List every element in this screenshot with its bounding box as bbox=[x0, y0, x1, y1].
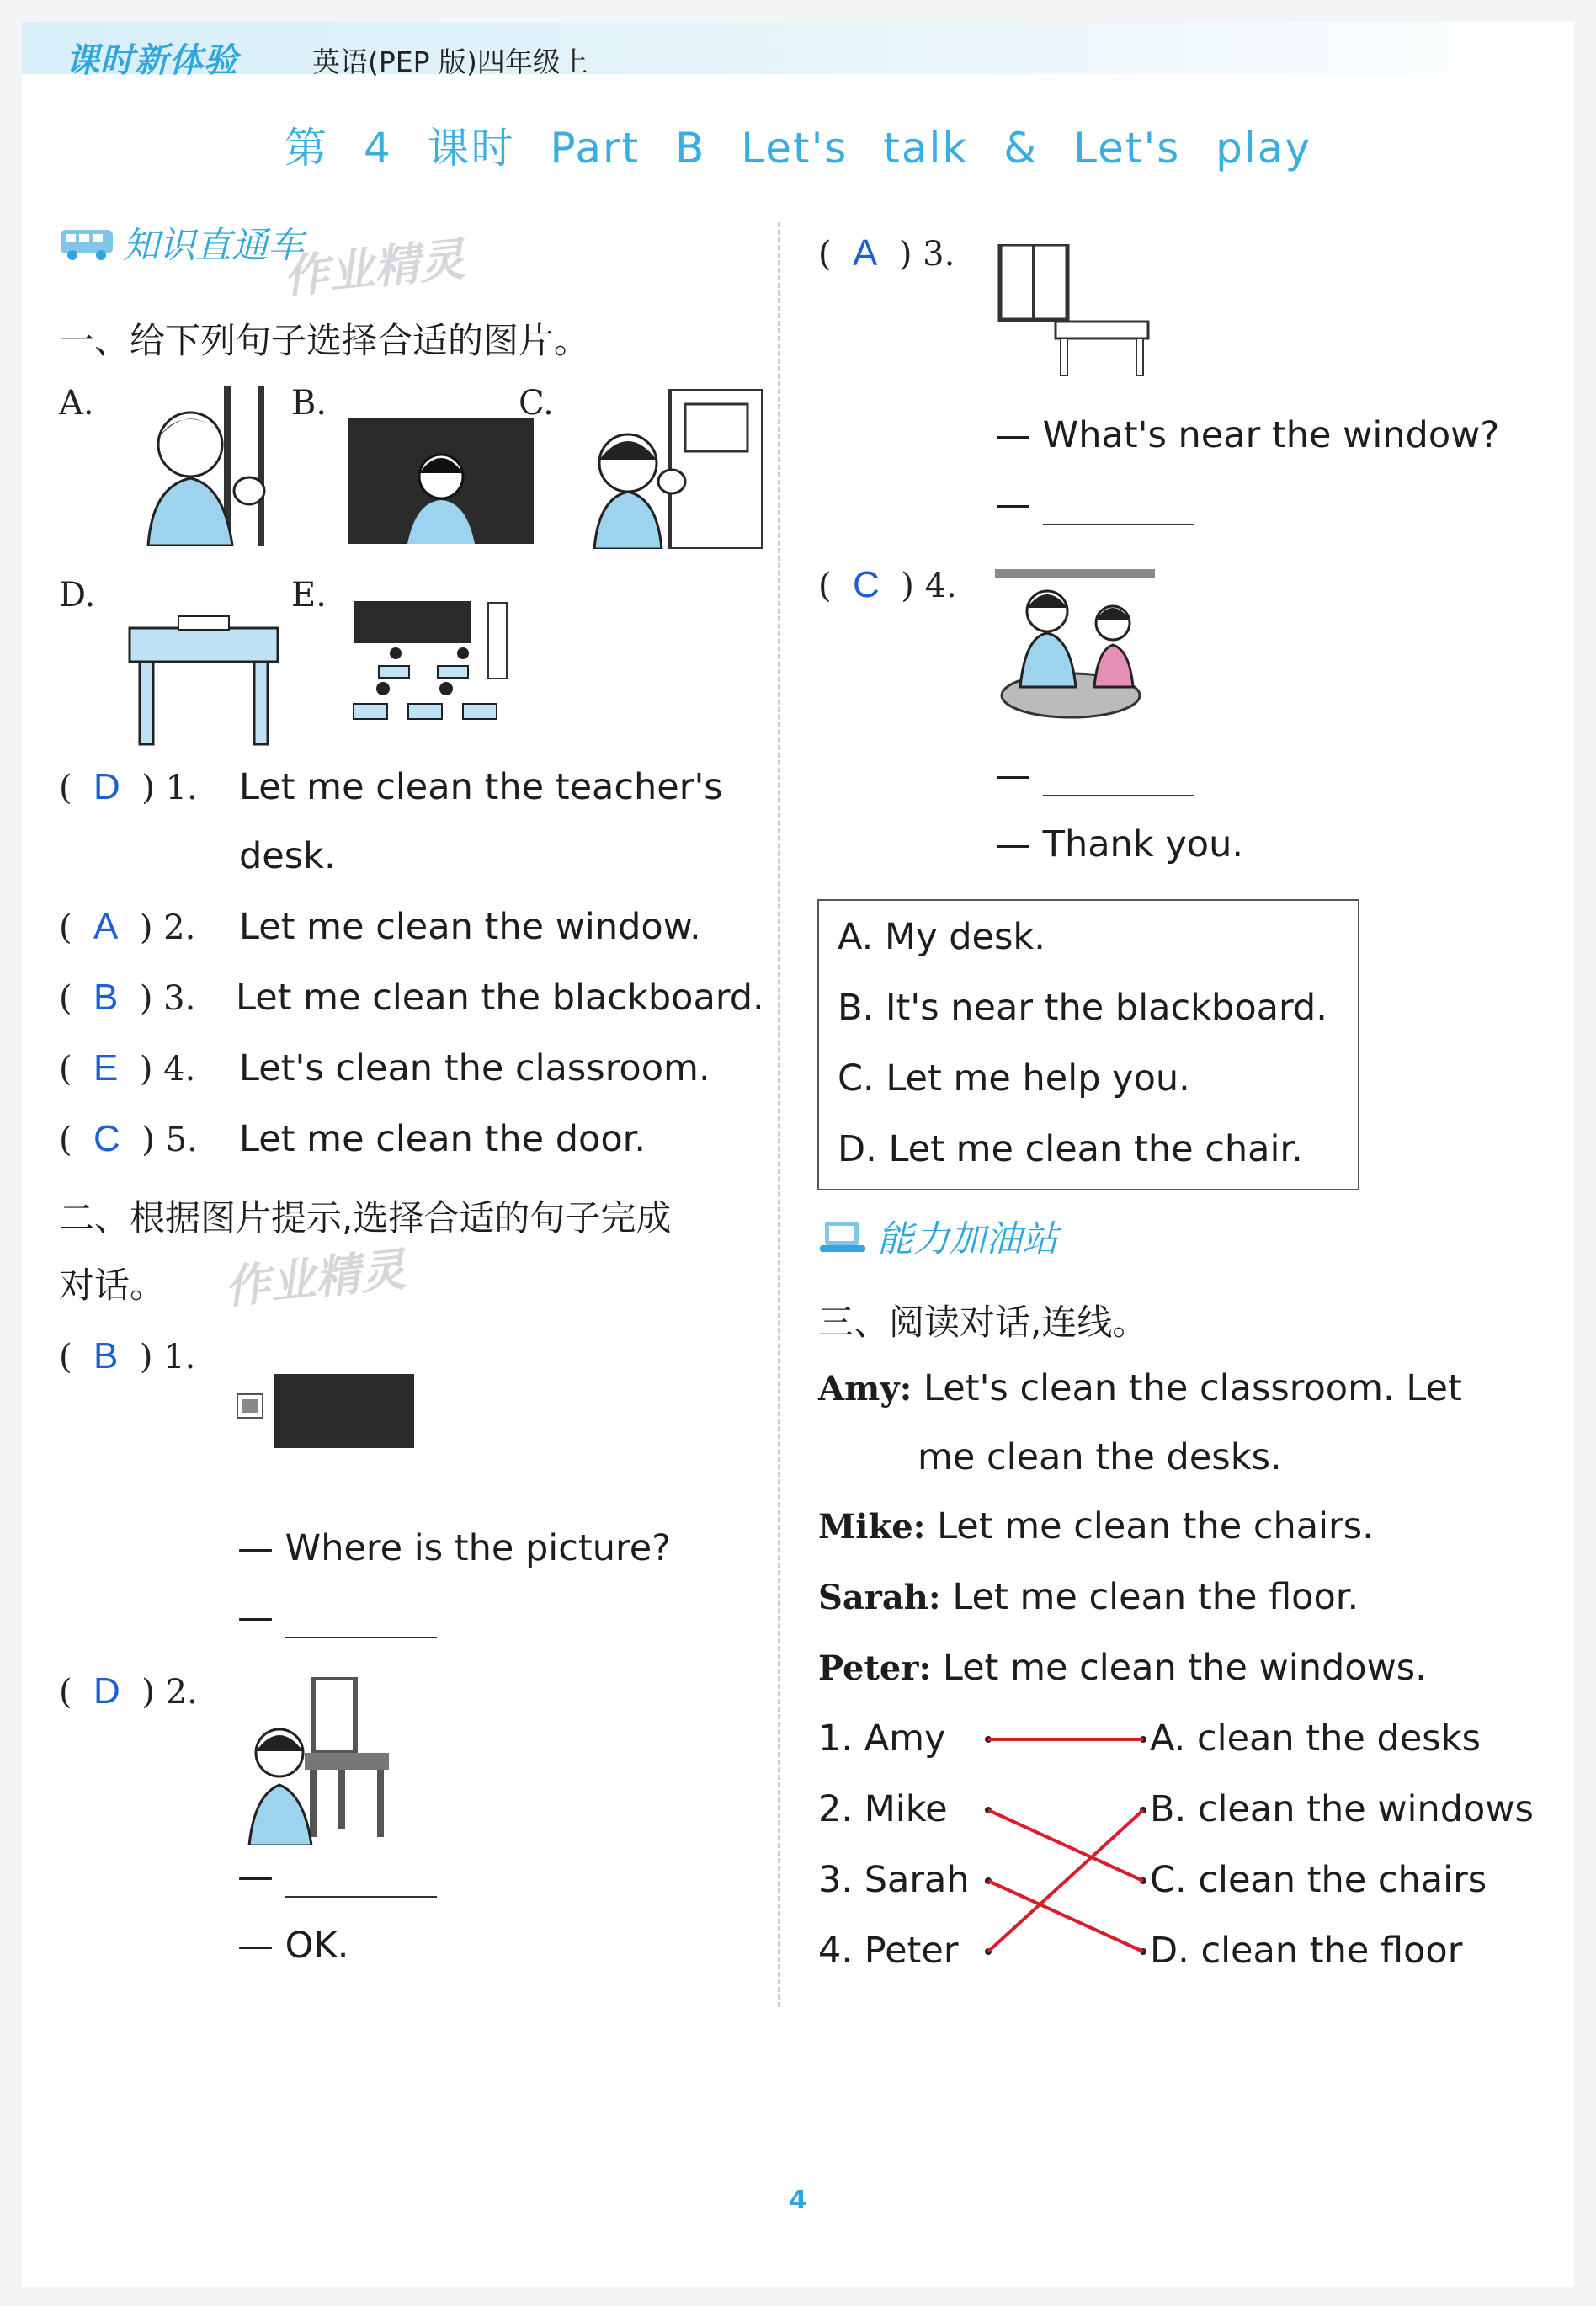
p2-q1-number: 1. bbox=[163, 1338, 196, 1377]
image-label-d: D. bbox=[59, 576, 96, 615]
page-number: 4 bbox=[789, 2186, 807, 2215]
q5-answer: C bbox=[93, 1118, 120, 1159]
p2-q1-response-line[interactable] bbox=[237, 1596, 437, 1638]
header-band bbox=[22, 22, 1574, 74]
p2-q3-response-line[interactable] bbox=[995, 483, 1194, 525]
q5-text: Let me clean the door. bbox=[239, 1118, 646, 1160]
dialogue-peter bbox=[818, 1647, 1427, 1689]
q1-number: 1. bbox=[165, 769, 198, 807]
q5-number: 5. bbox=[165, 1121, 198, 1159]
p2-q3-prompt bbox=[995, 414, 1499, 456]
p2-q3-answer: A bbox=[853, 232, 878, 274]
dash: — bbox=[995, 483, 1031, 525]
match-action-a: A. clean the desks bbox=[1150, 1718, 1482, 1760]
watermark-2: 作业精灵 bbox=[221, 1242, 409, 1315]
matching-lines[interactable] bbox=[982, 1714, 1150, 1992]
p2-q1-prompt bbox=[237, 1527, 671, 1569]
option-b: B. It's near the blackboard. bbox=[838, 987, 1327, 1029]
dialogue-sarah-line: Let me clean the floor. bbox=[952, 1576, 1359, 1618]
p2-q3-prompt-text: What's near the window? bbox=[1042, 414, 1500, 456]
q1-text-cont: desk. bbox=[239, 835, 336, 877]
p2-q4-reply bbox=[995, 823, 1243, 865]
q2-answer-box[interactable]: ( A ) 2. bbox=[59, 906, 196, 947]
worksheet-page bbox=[22, 22, 1574, 2287]
match-action-d: D. clean the floor bbox=[1150, 1930, 1463, 1972]
q3-answer-box[interactable]: ( B ) 3. bbox=[59, 977, 196, 1018]
p2-q2-number: 2. bbox=[165, 1673, 198, 1712]
p2-q2-answer: D bbox=[93, 1670, 120, 1712]
answer-blank[interactable] bbox=[1043, 761, 1194, 796]
brand-logo: 课时新体验 bbox=[66, 41, 238, 80]
match-action-c: C. clean the chairs bbox=[1150, 1859, 1487, 1901]
p2-q1-prompt-text: Where is the picture? bbox=[285, 1527, 672, 1569]
p2-q4-answer-box[interactable]: ( C ) 4. bbox=[818, 564, 957, 605]
watermark: 作业精灵 bbox=[280, 232, 468, 305]
p2-q1-answer: B bbox=[93, 1335, 119, 1377]
picture-near-blackboard-image bbox=[237, 1374, 414, 1450]
dialogue-mike-line: Let me clean the chairs. bbox=[937, 1505, 1374, 1547]
p2-q2-answer-box[interactable]: ( D ) 2. bbox=[59, 1670, 198, 1712]
part2-instruction: 二、根据图片提示,选择合适的句子完成 bbox=[59, 1197, 672, 1238]
column-divider bbox=[778, 222, 780, 2007]
option-a: A. My desk. bbox=[838, 916, 1045, 958]
match-name-2: 2. Mike bbox=[818, 1788, 948, 1830]
answer-blank[interactable] bbox=[1043, 490, 1194, 525]
speaker-amy: Amy: bbox=[818, 1369, 912, 1409]
option-d: D. Let me clean the chair. bbox=[838, 1128, 1303, 1170]
match-name-1: 1. Amy bbox=[818, 1718, 946, 1760]
match-name-4: 4. Peter bbox=[818, 1930, 959, 1972]
bus-icon bbox=[59, 225, 114, 271]
image-label-c: C. bbox=[519, 384, 554, 423]
match-name-3: 3. Sarah bbox=[818, 1859, 970, 1901]
q2-number: 2. bbox=[163, 908, 196, 947]
p2-q4-reply-text: Thank you. bbox=[1042, 823, 1244, 865]
dash: — bbox=[237, 1527, 274, 1569]
q5-answer-box[interactable]: ( C ) 5. bbox=[59, 1118, 198, 1159]
window-and-desk-image bbox=[995, 244, 1155, 379]
p2-q4-answer: C bbox=[853, 564, 880, 605]
section-ability bbox=[818, 1211, 1058, 1265]
classroom-cleaning-image bbox=[345, 594, 510, 746]
q2-answer: A bbox=[93, 906, 119, 947]
dash: — bbox=[995, 414, 1031, 456]
p2-q3-number: 3. bbox=[923, 235, 955, 274]
q1-answer: D bbox=[93, 766, 120, 807]
lesson-title: 第 4 课时 Part B Let's talk & Let's play bbox=[284, 124, 1312, 173]
q3-text: Let me clean the blackboard. bbox=[236, 977, 764, 1019]
q1-answer-box[interactable]: ( D ) 1. bbox=[59, 766, 198, 807]
p2-q1-answer-box[interactable]: ( B ) 1. bbox=[59, 1335, 196, 1377]
section-ability-title: 能力加油站 bbox=[877, 1218, 1058, 1260]
dash: — bbox=[237, 1856, 274, 1898]
match-line-3-4 bbox=[988, 1881, 1143, 1952]
q4-text: Let's clean the classroom. bbox=[239, 1047, 710, 1089]
dialogue-peter-line: Let me clean the windows. bbox=[942, 1647, 1427, 1689]
dialogue-amy-cont: me clean the desks. bbox=[918, 1436, 1282, 1478]
section-knowledge bbox=[59, 217, 304, 271]
p2-q2-reply bbox=[237, 1925, 348, 1967]
girl-cleaning-blackboard-image bbox=[348, 418, 534, 544]
q2-text: Let me clean the window. bbox=[239, 906, 701, 948]
section-knowledge-title: 知识直通车 bbox=[123, 225, 304, 267]
part1-instruction: 一、给下列句子选择合适的图片。 bbox=[59, 320, 590, 361]
image-label-b: B. bbox=[291, 384, 327, 423]
q3-answer: B bbox=[93, 977, 119, 1018]
speaker-peter: Peter: bbox=[818, 1648, 932, 1688]
q1-text: Let me clean the teacher's bbox=[239, 766, 723, 808]
p2-q4-response-line[interactable] bbox=[995, 754, 1194, 796]
q4-answer: E bbox=[93, 1047, 119, 1089]
dialogue-amy bbox=[818, 1367, 1462, 1409]
match-action-b: B. clean the windows bbox=[1150, 1788, 1534, 1830]
answer-blank[interactable] bbox=[285, 1603, 437, 1638]
teacher-desk-image bbox=[128, 611, 279, 746]
p2-q3-answer-box[interactable]: ( A ) 3. bbox=[818, 232, 955, 274]
image-label-a: A. bbox=[59, 384, 94, 423]
match-line-2-3 bbox=[988, 1810, 1143, 1881]
boy-cleaning-window-image bbox=[131, 386, 300, 546]
dash: — bbox=[995, 754, 1031, 796]
q3-number: 3. bbox=[163, 979, 196, 1018]
p2-q4-number: 4. bbox=[924, 567, 957, 605]
girl-cleaning-chair-image bbox=[237, 1677, 414, 1845]
part3-instruction: 三、阅读对话,连线。 bbox=[818, 1302, 1148, 1343]
p2-q2-reply-text: OK. bbox=[285, 1925, 349, 1967]
image-label-e: E. bbox=[291, 576, 327, 615]
woman-and-girl-cleaning-image bbox=[995, 569, 1155, 729]
speaker-mike: Mike: bbox=[818, 1507, 926, 1547]
dash: — bbox=[995, 823, 1031, 865]
p2-q2-response-line[interactable] bbox=[237, 1856, 437, 1898]
options-box bbox=[817, 899, 1359, 1190]
dash: — bbox=[237, 1925, 274, 1967]
part2-instruction-cont: 对话。 bbox=[59, 1265, 166, 1306]
match-line-4-2 bbox=[988, 1810, 1143, 1952]
dialogue-amy-line: Let's clean the classroom. Let bbox=[923, 1367, 1462, 1409]
girl-cleaning-door-image bbox=[577, 389, 763, 549]
answer-blank[interactable] bbox=[285, 1862, 437, 1898]
subject-label: 英语(PEP 版)四年级上 bbox=[312, 45, 588, 78]
dialogue-sarah bbox=[818, 1576, 1359, 1618]
dialogue-mike bbox=[818, 1505, 1374, 1547]
q4-number: 4. bbox=[163, 1050, 196, 1089]
speaker-sarah: Sarah: bbox=[818, 1578, 941, 1617]
dash: — bbox=[237, 1596, 274, 1638]
option-c: C. Let me help you. bbox=[838, 1057, 1190, 1100]
laptop-icon bbox=[818, 1218, 869, 1265]
q4-answer-box[interactable]: ( E ) 4. bbox=[59, 1047, 196, 1089]
